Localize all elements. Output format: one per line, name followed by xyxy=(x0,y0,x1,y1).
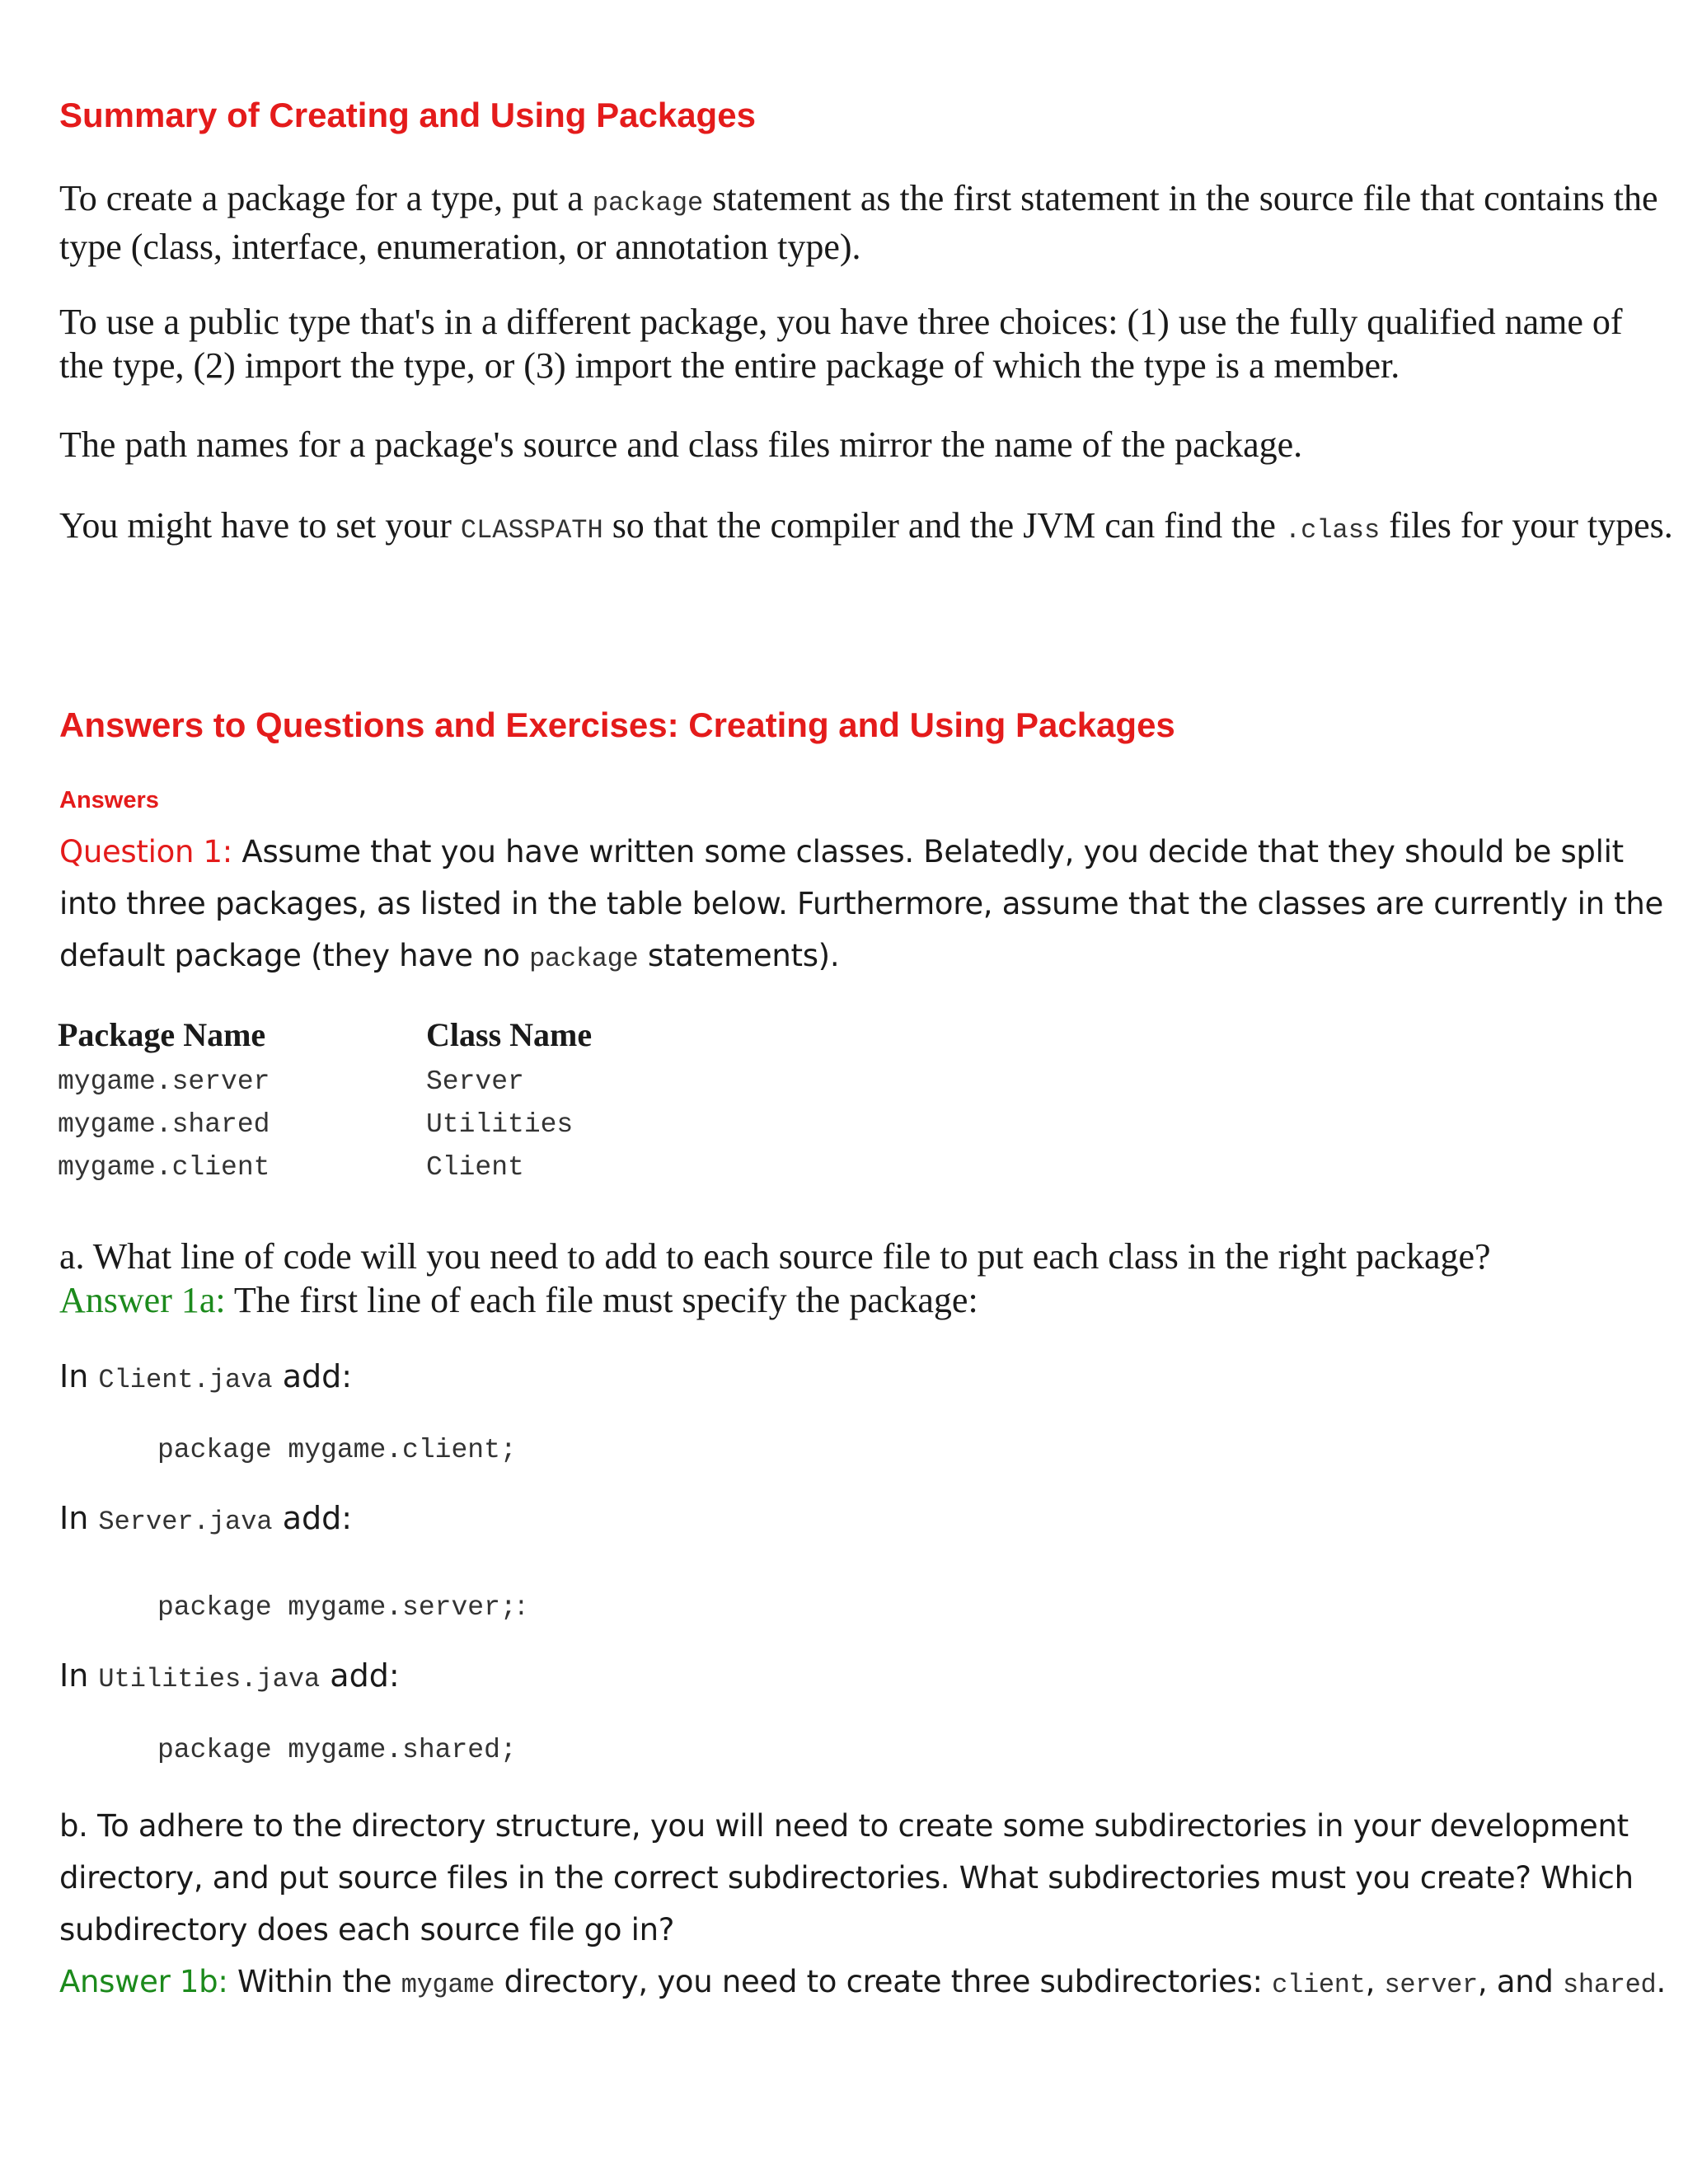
table-cell: Server xyxy=(426,1066,524,1097)
inline-code: server xyxy=(1384,1970,1478,2000)
answer-1a xyxy=(59,1278,1675,1322)
text: so that the compiler and the JVM can find the xyxy=(603,505,1285,546)
answer-1b xyxy=(59,1956,1675,2011)
code-line xyxy=(157,1735,517,1765)
code-line xyxy=(157,1435,517,1465)
table-header-package: Package Name xyxy=(58,1016,266,1053)
file-instruction xyxy=(59,1500,352,1537)
answers-subheading: Answers xyxy=(59,787,159,813)
text: files for your types. xyxy=(1380,505,1673,546)
summary-paragraph-4 xyxy=(59,504,1675,552)
code-text: package mygame.server; xyxy=(157,1592,517,1623)
inline-code: client xyxy=(1272,1970,1366,2000)
file-instruction xyxy=(59,1657,400,1694)
text: statement as the first statement in the source file that contains the type (class, interface, enumeration, or annotation type). xyxy=(59,178,1658,267)
text: In xyxy=(59,1358,99,1394)
text: In xyxy=(59,1657,99,1694)
table-cell: Utilities xyxy=(426,1109,574,1140)
text: Assume that you have written some classes. Belatedly, you decide that they should be split into three packages, as listed in the table below. Furthermore, assume that the classes are currently in the default package (they have no xyxy=(59,834,1664,973)
file-instruction xyxy=(59,1358,352,1395)
inline-code: Client.java xyxy=(98,1365,273,1395)
table-cell: Client xyxy=(426,1152,524,1183)
code-text: package mygame.shared; xyxy=(157,1735,517,1765)
text: , xyxy=(1365,1964,1385,1999)
text: add: xyxy=(272,1358,353,1394)
summary-paragraph-3: The path names for a package's source and class files mirror the name of the package. xyxy=(59,424,1303,465)
summary-heading: Summary of Creating and Using Packages xyxy=(59,96,756,134)
text: statements). xyxy=(638,938,840,973)
inline-code: package xyxy=(592,188,704,218)
answer-label: Answer 1b: xyxy=(59,1964,228,1999)
table-header-class: Class Name xyxy=(426,1016,593,1053)
summary-paragraph-1 xyxy=(59,176,1675,269)
text: The first line of each file must specify the package: xyxy=(225,1280,978,1320)
text: directory, you need to create three subdirectories: xyxy=(495,1964,1273,1999)
text: To create a package for a type, put a xyxy=(59,178,593,218)
text: Within the xyxy=(227,1964,401,1999)
table-cell: mygame.client xyxy=(58,1152,270,1183)
question-1a: a. What line of code will you need to add to each source file to put each class in the right package? xyxy=(59,1236,1491,1277)
text: You might have to set your xyxy=(59,505,461,546)
table-cell: mygame.server xyxy=(58,1066,270,1097)
inline-code: Utilities.java xyxy=(98,1664,321,1694)
summary-paragraph-2: To use a public type that's in a different package, you have three choices: (1) use the fully qualified name of the type, (2) import the type, or (3) import the entire package of which the type is a member. xyxy=(59,302,1623,386)
question-1 xyxy=(59,826,1675,985)
question-label: Question 1: xyxy=(59,834,232,869)
text: add: xyxy=(272,1500,353,1536)
inline-code: CLASSPATH xyxy=(460,515,603,546)
code-line xyxy=(157,1589,526,1623)
inline-code: mygame xyxy=(401,1970,495,2000)
text: , and xyxy=(1477,1964,1564,1999)
table-cell: mygame.shared xyxy=(58,1109,270,1140)
answer-label: Answer 1a: xyxy=(59,1280,226,1320)
inline-code: Server.java xyxy=(98,1507,273,1537)
answers-heading: Answers to Questions and Exercises: Creating and Using Packages xyxy=(59,705,1175,744)
text: In xyxy=(59,1500,99,1536)
code-text: package mygame.client; xyxy=(157,1435,517,1465)
inline-code: .class xyxy=(1284,515,1381,546)
inline-code: package xyxy=(529,944,639,974)
text: add: xyxy=(320,1657,400,1694)
inline-code: shared xyxy=(1563,1970,1657,2000)
code-extra: : xyxy=(516,1589,527,1622)
question-1b: b. To adhere to the directory structure, you will need to create some subdirectories in your development directory, and put source files in the correct subdirectories. What subdirectories must you create? Which subdirectory does each source file go in? xyxy=(59,1808,1634,1947)
text: . xyxy=(1656,1964,1666,1999)
